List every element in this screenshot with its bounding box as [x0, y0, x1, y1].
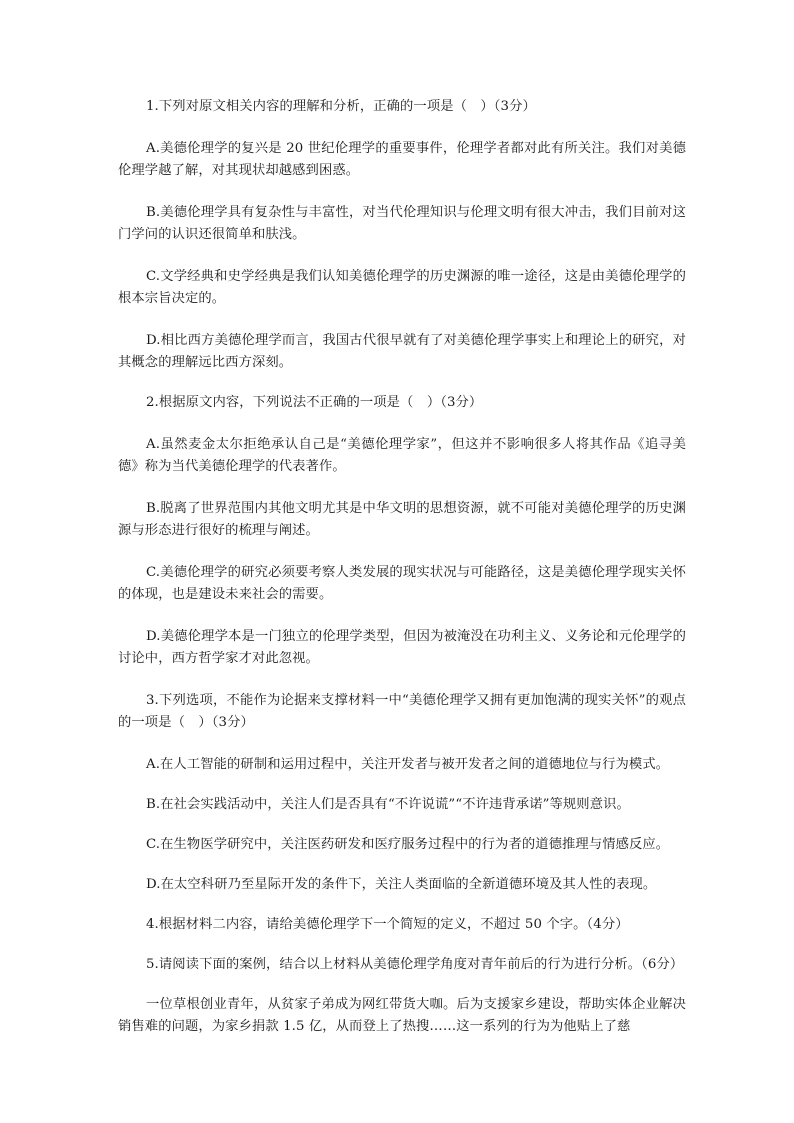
- question-1-stem: 1.下列对原文相关内容的理解和分析，正确的一项是（ ）（3分）: [146, 99, 536, 114]
- question-1-option-c: C.文学经典和史学经典是我们认知美德伦理学的历史渊源的唯一途径，这是由美德伦理学的根本宗旨决定的。: [118, 269, 686, 306]
- question-3-stem: 3.下列选项，不能作为论据来支撑材料一中“美德伦理学又拥有更加饱满的现实关怀”的观点的一项是（ ）（3分）: [118, 693, 686, 730]
- question-3-option-b: B.在社会实践活动中，关注人们是否具有“不许说谎”“不许违背承诺”等规则意识。: [146, 797, 630, 812]
- question-3-option-a: A.在人工智能的研制和运用过程中，关注开发者与被开发者之间的道德地位与行为模式。: [146, 757, 670, 772]
- question-2-option-a: A.虽然麦金太尔拒绝承认自己是“美德伦理学家”，但这并不影响很多人将其作品《追寻美德》称为当代美德伦理学的代表著作。: [118, 437, 686, 474]
- question-2-stem: 2.根据原文内容，下列说法不正确的一项是（ ）（3分）: [146, 395, 483, 410]
- exam-page: [118, 96, 686, 1038]
- question-4-stem: 4.根据材料二内容，请给美德伦理学下一个简短的定义，不超过 50 个字。（4分）: [146, 917, 629, 932]
- case-text: 一位草根创业青年，从贫家子弟成为网红带货大咖。后为支援家乡建设，帮助实体企业解决销售难的问题，为家乡捐款 1.5 亿，从而登上了热搜……这一系列的行为为他贴上了慈: [118, 997, 686, 1034]
- question-1-option-b: B.美德伦理学具有复杂性与丰富性，对当代伦理知识与伦理文明有很大冲击，我们目前对这门学问的认识还很简单和肤浅。: [118, 205, 686, 242]
- question-2-option-c: C.美德伦理学的研究必须要考察人类发展的现实状况与可能路径，这是美德伦理学现实关怀的体现，也是建设未来社会的需要。: [118, 565, 686, 602]
- question-1-option-d: D.相比西方美德伦理学而言，我国古代很早就有了对美德伦理学事实上和理论上的研究，对其概念的理解远比西方深刻。: [118, 333, 686, 370]
- question-5-stem: 5.请阅读下面的案例，结合以上材料从美德伦理学角度对青年前后的行为进行分析。（6分）: [146, 957, 684, 972]
- question-3-option-d: D.在太空科研乃至星际开发的条件下，关注人类面临的全新道德环境及其人性的表现。: [146, 877, 657, 892]
- question-2-option-b: B.脱离了世界范围内其他文明尤其是中华文明的思想资源，就不可能对美德伦理学的历史渊源与形态进行很好的梳理与阐述。: [118, 501, 686, 538]
- question-2-option-d: D.美德伦理学本是一门独立的伦理学类型，但因为被淹没在功利主义、义务论和元伦理学的讨论中，西方哲学家才对此忽视。: [118, 629, 686, 666]
- question-1-option-a: A.美德伦理学的复兴是 20 世纪伦理学的重要事件，伦理学者都对此有所关注。我们对美德伦理学越了解，对其现状却越感到困惑。: [118, 141, 686, 178]
- question-3-option-c: C.在生物医学研究中，关注医药研发和医疗服务过程中的行为者的道德推理与情感反应。: [146, 837, 670, 852]
